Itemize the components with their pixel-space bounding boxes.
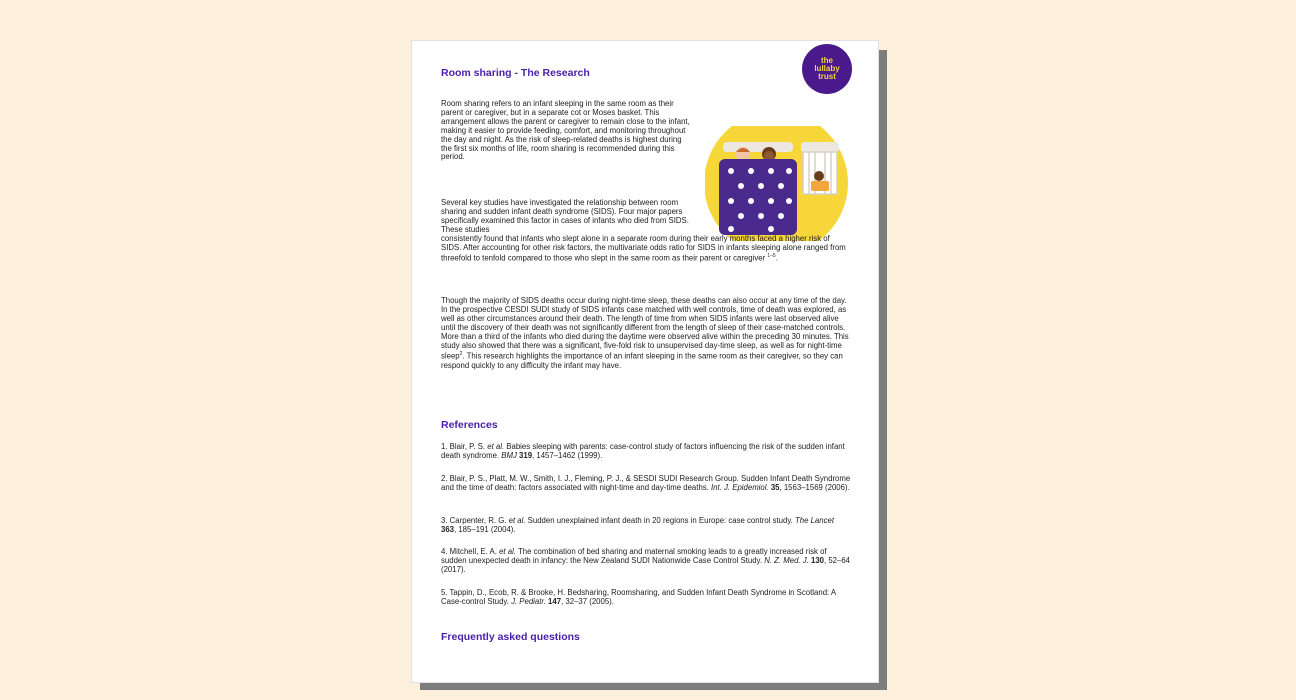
references-heading: References xyxy=(441,419,498,431)
reference-item: 2. Blair, P. S., Platt, M. W., Smith, I. J., Fleming, P. J., & SESDI SUDI Research Group. Sudden Infant Death Syndrome and the time of death: factors associated with night-time and day-time deaths. Int. J. Epidemiol. 35, 1563–1569 (2006). xyxy=(441,474,851,492)
reference-item: 1. Blair, P. S. et al. Babies sleeping with parents: case-control study of factors influencing the risk of the sudden infant death syndrome. BMJ 319, 1457–1462 (1999). xyxy=(441,442,845,460)
document-page xyxy=(411,40,879,683)
page-title: Room sharing - The Research xyxy=(441,67,590,79)
reference-item: 4. Mitchell, E. A. et al. The combination of bed sharing and maternal smoking leads to a greatly increased risk of sudden unexpected death in infancy: the New Zealand SUDI Nationwide Case Control Study. N. Z. Med. J. 130, 52–64 (2017). xyxy=(441,547,851,574)
reference-item: 5. Tappin, D., Ecob, R. & Brooke, H. Bedsharing, Roomsharing, and Sudden Infant Death Syndrome in Scotland: A Case-control Study. J. Pediatr. 147, 32–37 (2005). xyxy=(441,588,836,606)
lullaby-trust-logo xyxy=(802,44,852,94)
studies-paragraph-top: Several key studies have investigated the relationship between room sharing and sudden infant death syndrome (SIDS). Four major papers specifically examined this factor in cases of infants who died from SIDS. These studies xyxy=(441,198,689,234)
citation-superscript: 1–5 xyxy=(767,253,776,260)
studies-paragraph-rest: consistently found that infants who slept alone in a separate room during their early months faced a higher risk of SIDS. After accounting for other risk factors, the multivariate odds ratio for SIDS in infants sleeping alone ranged from threefold to tenfold compared to those who slept in the same room as their parent or caregiver xyxy=(441,233,846,264)
intro-paragraph: Room sharing refers to an infant sleeping in the same room as their parent or caregiver, but in a separate cot or Moses basket. This arrangement allows the parent or caregiver to remain close to the infant, making it easier to provide feeding, comfort, and monitoring throughout the day and night. As the risk of sleep-related deaths is highest during the first six months of life, room sharing is recommended during this period. xyxy=(441,99,690,162)
logo-line: trust xyxy=(818,72,836,81)
logo-line: lullaby xyxy=(814,64,840,73)
studies-paragraph: Several key studies have investigated the relationship between room sharing and sudden infant death syndrome (SIDS). Four major papers specifically examined this factor in cases of infants who died from SIDS. These studies consistently found that infants who slept alone in a separate room during their early months faced a higher risk of SIDS. After accounting for other risk factors, the multivariate odds ratio for SIDS in infants sleeping alone ranged from threefold to tenfold compared to those who slept in the same room as their parent or caregiver $^{1-5}$. xyxy=(441,198,846,264)
daytime-paragraph-b: . This research highlights the importance of an infant sleeping in the same room as their caregiver, so they can respond quickly to any difficulty the infant may have. xyxy=(441,352,843,370)
reference-item: 3. Carpenter, R. G. et al. Sudden unexplained infant death in 20 regions in Europe: case control study. The Lancet 363, 185–191 (2004). xyxy=(441,516,834,534)
citation-superscript: 2 xyxy=(459,351,463,358)
daytime-paragraph-a: Though the majority of SIDS deaths occur during night-time sleep, these deaths can also occur at any time of the day. In the prospective CESDI SUDI study of SIDS infants case matched with well controls, time of death was explored, as well as other circumstances around their death. The length of time from when SIDS infants were last observed alive until the discovery of their death was not significantly different from the length of sleep of their case-matched controls. More than a third of the infants who died during the daytime were observed alive within the preceding 30 minutes. This study also showed that there was a significant, five-fold risk to unsupervised day-time sleep, as well as for night-time sleep xyxy=(441,296,849,362)
daytime-paragraph xyxy=(441,297,851,371)
faq-heading: Frequently asked questions xyxy=(441,631,580,643)
logo-line: the xyxy=(821,56,833,65)
